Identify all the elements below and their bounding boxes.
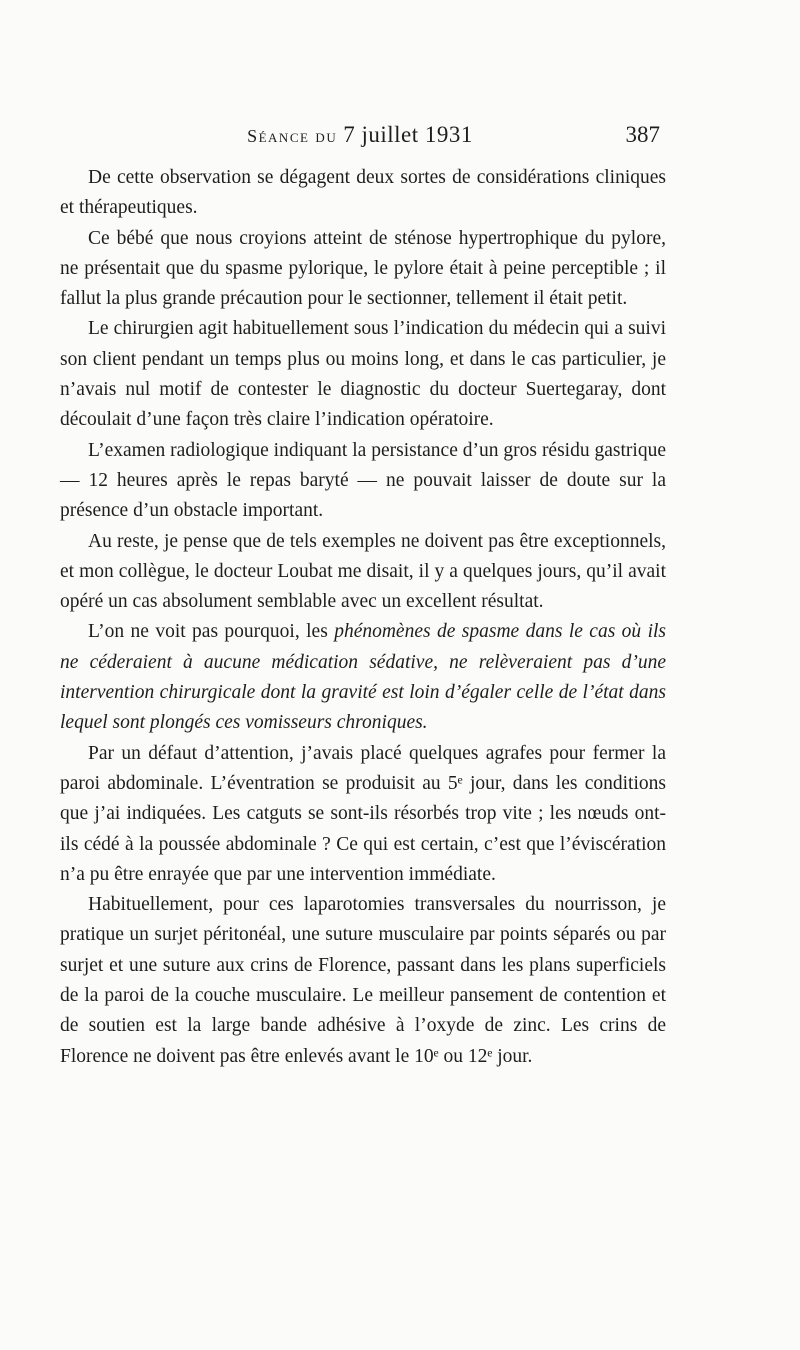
paragraph-text: L’on ne voit pas pourquoi, les: [88, 621, 335, 643]
paragraph-text: Ce bébé que nous croyions atteint de sténose hypertrophique du pylore, ne présentait que du spasme pylorique, le pylore était à peine perceptible ; il fallut la plus grande précaution pour le sectionner, tellement il était petit.: [60, 227, 666, 310]
running-title-date: 7 juillet 1931: [343, 122, 473, 147]
paragraph-text: Par un défaut d’attention, j’avais placé quelques agrafes pour fermer la paroi abdominale. L’éventration se produisit au 5ᵉ jour, dans les conditions que j’ai indiquées. Les catguts se sont-ils résorbés trop vite ; les nœuds ont-ils cédé à la poussée abdominale ? Ce qui est certain, c’est que l’éviscération n’a pu être enrayée que par une intervention immédiate.: [60, 742, 666, 885]
paragraph-7: [60, 739, 666, 890]
page-number: 387: [625, 122, 660, 147]
paragraph-8: [60, 890, 666, 1072]
body-text: [60, 163, 666, 1072]
paragraph-text: L’examen radiologique indiquant la persistance d’un gros résidu gastrique — 12 heures après le repas baryté — ne pouvait laisser de doute sur la présence d’un obstacle important.: [60, 439, 666, 522]
paragraph-3: [60, 314, 666, 435]
paragraph-text: De cette observation se dégagent deux sortes de considérations cliniques et thérapeutiques.: [60, 167, 666, 219]
running-header: [60, 122, 660, 158]
paragraph-italic-text: phénomènes de spasme dans le cas où ils ne céderaient à aucune médication sédative, ne relèveraient pas d’une intervention chirurgicale dont la gravité est loin d’égaler celle de l’état dans lequel sont plongés ces vomisseurs chroniques.: [60, 621, 666, 734]
paragraph-text: Habituellement, pour ces laparotomies transversales du nourrisson, je pratique un surjet péritonéal, une suture musculaire par points séparés ou par surjet et une suture aux crins de Florence, passant dans les plans superficiels de la paroi de la couche musculaire. Le meilleur pansement de contention et de soutien est la large bande adhésive à l’oxyde de zinc. Les crins de Florence ne doivent pas être enlevés avant le 10ᵉ ou 12ᵉ jour.: [60, 894, 666, 1067]
paragraph-4: [60, 436, 666, 527]
running-title: [60, 122, 600, 148]
paragraph-6: [60, 617, 666, 738]
paragraph-text: Le chirurgien agit habituellement sous l’indication du médecin qui a suivi son client pendant un temps plus ou moins long, et dans le cas particulier, je n’avais nul motif de contester le diagnostic du docteur Suertegaray, dont découlait d’une façon très claire l’indication opératoire.: [60, 318, 666, 431]
paragraph-2: [60, 224, 666, 315]
paragraph-text: Au reste, je pense que de tels exemples ne doivent pas être exceptionnels, et mon collègue, le docteur Loubat me disait, il y a quelques jours, qu’il avait opéré un cas absolument semblable avec un excellent résultat.: [60, 530, 666, 613]
running-title-session: Séance du: [247, 126, 338, 146]
paragraph-1: [60, 163, 666, 224]
paragraph-5: [60, 527, 666, 618]
